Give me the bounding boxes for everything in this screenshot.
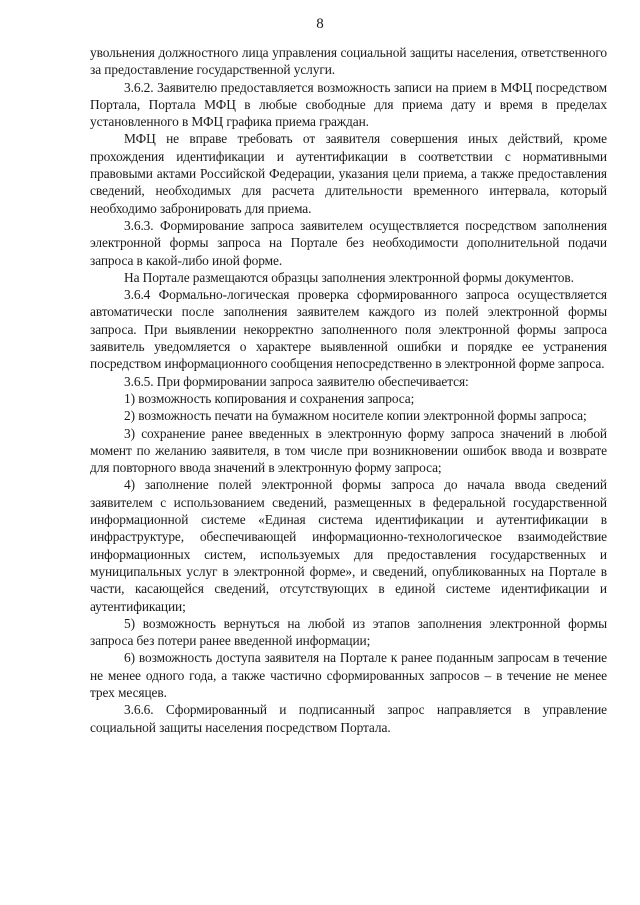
list-item-3: 3) сохранение ранее введенных в электронную форму запроса значений в любой момент по желанию заявителя, в том числе при возникновении ошибок ввода и возврате для повторного ввода значений в электронную форму запроса; [90, 425, 607, 476]
list-item-5: 5) возможность вернуться на любой из этапов заполнения электронной формы запроса без потери ранее введенной информации; [90, 615, 607, 649]
paragraph-continuation: увольнения должностного лица управления социальной защиты населения, ответственного за предоставление государственной услуги. [90, 45, 607, 78]
list-item-1: 1) возможность копирования и сохранения запроса; [124, 390, 415, 406]
list-item-4: 4) заполнение полей электронной формы запроса до начала ввода сведений заявителем с использованием сведений, размещенных в федеральной государственной информационной системе «Единая система идентификации и аутентификации в инфраструктуре, обеспечивающей информационно-технологическое взаимодействие информационных систем, используемых для предоставления государственных и муниципальных услуг в электронной форме», и сведений, опубликованных на Портале в части, касающейся сведений, отсутствующих в единой системе идентификации и аутентификации; [90, 477, 607, 614]
paragraph-samples: На Портале размещаются образцы заполнения электронной формы документов. [124, 269, 574, 285]
list-item-2: 2) возможность печати на бумажном носителе копии электронной формы запроса; [124, 408, 587, 424]
paragraph-3-6-2: 3.6.2. Заявителю предоставляется возможность записи на прием в МФЦ посредством Портала, Портала МФЦ в любые свободные для приема дату и время в пределах установленного в МФЦ графика приема граждан. [90, 79, 607, 130]
paragraph-3-6-4: 3.6.4 Формально-логическая проверка сформированного запроса осуществляется автоматически после заполнения заявителем каждого из полей электронной формы запроса. При выявлении некорректно заполненного поля электронной формы запроса заявитель уведомляется о характере выявленной ошибки и порядке ее устранения посредством информационного сообщения непосредственно в электронной форме запроса. [90, 287, 607, 372]
document-body [90, 44, 607, 736]
list-item-6: 6) возможность доступа заявителя на Портале к ранее поданным запросам в течение не менее одного года, а также частично сформированных запросов – в течение не менее трех месяцев. [90, 650, 607, 700]
paragraph-3-6-3: 3.6.3. Формирование запроса заявителем осуществляется посредством заполнения электронной формы запроса на Портале без необходимости дополнительной подачи запроса в какой-либо иной форме. [90, 217, 607, 268]
paragraph-3-6-5: 3.6.5. При формировании запроса заявителю обеспечивается: [124, 373, 469, 389]
paragraph-mfc-restrictions: МФЦ не вправе требовать от заявителя совершения иных действий, кроме прохождения идентификации и аутентификации в соответствии с нормативными правовыми актами Российской Федерации, указания цели приема, а также предоставления сведений, необходимых для расчета длительности временного интервала, который необходимо забронировать для приема. [90, 131, 607, 216]
paragraph-3-6-6: 3.6.6. Сформированный и подписанный запрос направляется в управление социальной защиты населения посредством Портала. [90, 702, 607, 735]
page-number: 8 [316, 16, 324, 32]
